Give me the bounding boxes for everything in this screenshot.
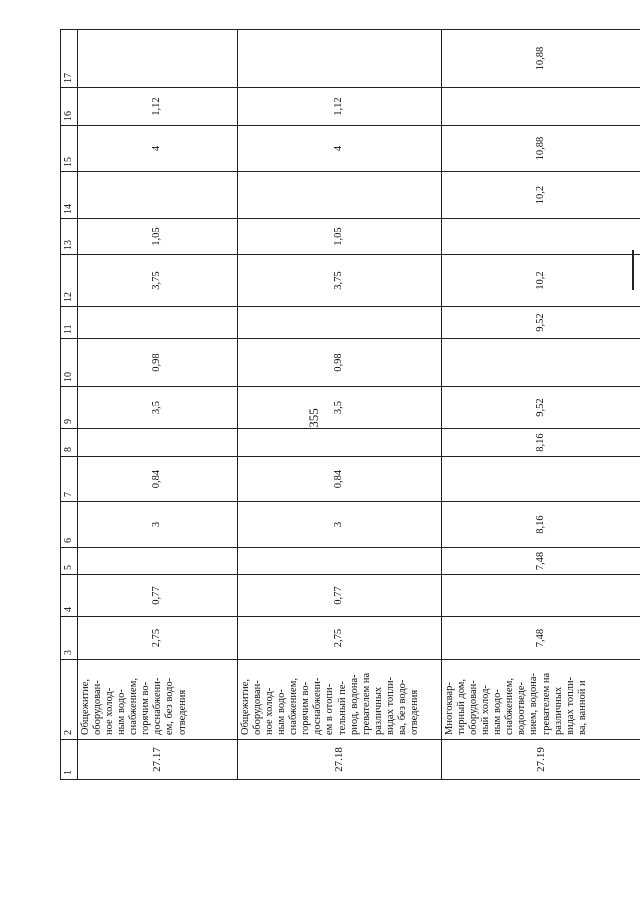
row-code: 27.17	[78, 740, 238, 780]
table-cell	[442, 339, 640, 387]
table-cell: 2,75	[78, 617, 238, 660]
table-cell	[238, 30, 442, 88]
table-cell	[78, 307, 238, 339]
table-cell: 3,5	[78, 387, 238, 429]
row-code: 27.18	[238, 740, 442, 780]
table-cell: 3	[238, 502, 442, 548]
column-header: 17	[61, 30, 78, 88]
table-cell	[238, 307, 442, 339]
table-cell: 3,5	[238, 387, 442, 429]
column-header: 13	[61, 219, 78, 255]
table-cell	[442, 88, 640, 126]
table-cell: 1,05	[238, 219, 442, 255]
table-cell	[442, 457, 640, 502]
column-header: 9	[61, 387, 78, 429]
table-cell	[238, 172, 442, 219]
column-header: 5	[61, 548, 78, 575]
table-cell	[238, 548, 442, 575]
column-header: 10	[61, 339, 78, 387]
table-cell: 0,84	[78, 457, 238, 502]
column-header: 7	[61, 457, 78, 502]
row-description: Общежитие, оборудован- ное холод- ным водо- снабжением, горячим во- доснабжени- ем, без водо- отведения	[78, 660, 238, 740]
column-header: 8	[61, 429, 78, 457]
table-cell: 10,88	[442, 30, 640, 88]
table-cell: 7,48	[442, 548, 640, 575]
table-cell: 3	[78, 502, 238, 548]
table-cell: 10,2	[442, 255, 640, 307]
table-cell	[78, 429, 238, 457]
table-cell: 4	[78, 126, 238, 172]
table-cell: 0,84	[238, 457, 442, 502]
header-row	[61, 30, 78, 780]
column-header: 12	[61, 255, 78, 307]
column-header: 1	[61, 740, 78, 780]
table-cell: 0,98	[238, 339, 442, 387]
table-cell: 3,75	[238, 255, 442, 307]
tariff-table	[60, 29, 640, 780]
table-cell: 8,16	[442, 502, 640, 548]
table-cell: 0,77	[238, 575, 442, 617]
row-code: 27.19	[442, 740, 640, 780]
column-header: 16	[61, 88, 78, 126]
row-description: Многоквар- тирный дом, оборудован- ный холод- ным водо- снабжением, водоотведе- нием, водона- гревателем на различных видах топли- ва, ванной и	[442, 660, 640, 740]
column-header: 6	[61, 502, 78, 548]
row-description: Общежитие, оборудован- ное холод- ным водо- снабжением, горячим во- доснабжени- ем в отопи- тельный пе- риод, водона- гревателем на различных видах топли- ва, без водо- отведения	[238, 660, 442, 740]
table-cell: 10,2	[442, 172, 640, 219]
table-cell: 9,52	[442, 307, 640, 339]
column-header: 14	[61, 172, 78, 219]
table-cell: 0,77	[78, 575, 238, 617]
table-cell	[238, 429, 442, 457]
table-cell: 2,75	[238, 617, 442, 660]
table-cell	[442, 219, 640, 255]
table-row	[238, 30, 442, 780]
table-cell: 3,75	[78, 255, 238, 307]
column-header: 11	[61, 307, 78, 339]
rotated-table-sheet	[60, 30, 640, 780]
column-header: 4	[61, 575, 78, 617]
table-row	[442, 30, 640, 780]
table-cell: 1,12	[238, 88, 442, 126]
table-cell: 10,88	[442, 126, 640, 172]
table-cell: 9,52	[442, 387, 640, 429]
table-cell: 1,05	[78, 219, 238, 255]
table-cell: 7,48	[442, 617, 640, 660]
table-cell	[78, 548, 238, 575]
table-cell	[78, 172, 238, 219]
column-header: 15	[61, 126, 78, 172]
column-header: 2	[61, 660, 78, 740]
table-cell: 0,98	[78, 339, 238, 387]
page-number: 355	[305, 408, 321, 428]
table-row	[78, 30, 238, 780]
table-cell	[442, 575, 640, 617]
table-cell: 1,12	[78, 88, 238, 126]
table-cell: 8,16	[442, 429, 640, 457]
column-header: 3	[61, 617, 78, 660]
table-frame	[60, 30, 640, 780]
table-cell: 4	[238, 126, 442, 172]
table-cell	[78, 30, 238, 88]
